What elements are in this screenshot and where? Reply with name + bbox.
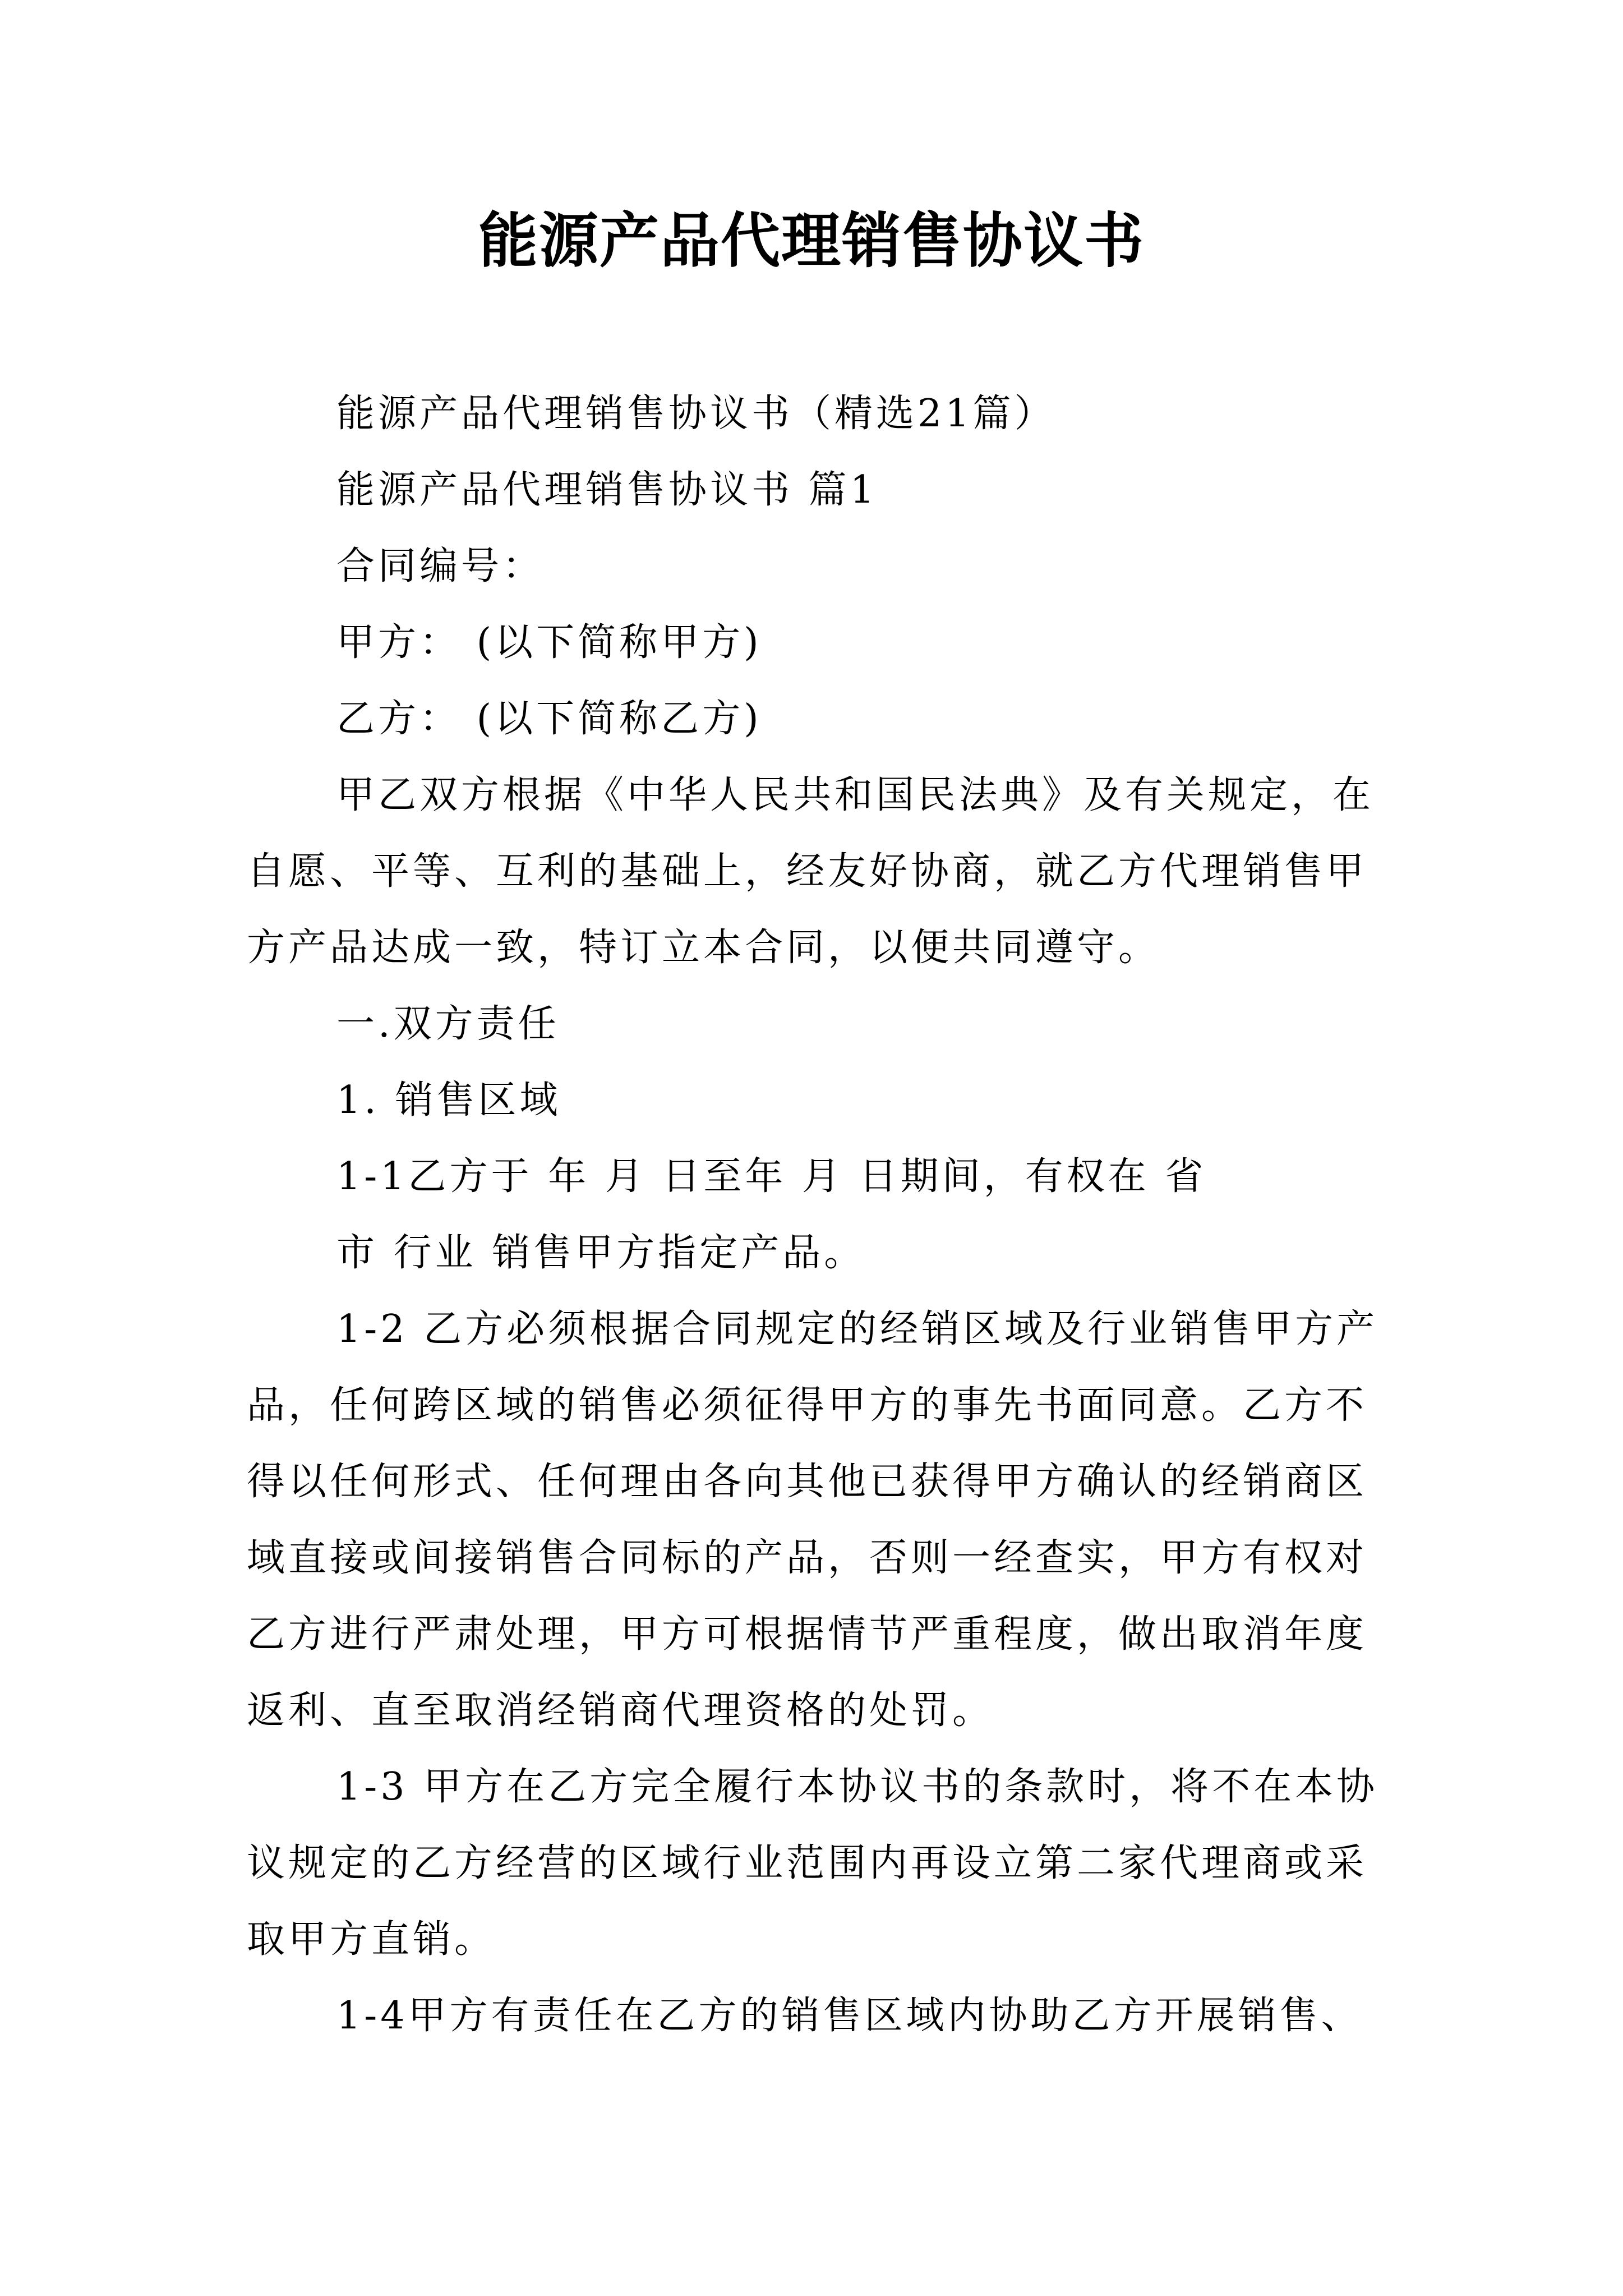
paragraph-clause-1-4: 1-4甲方有责任在乙方的销售区域内协助乙方开展销售、	[336, 1994, 1363, 2038]
document-title: 能源产品代理销售协议书	[478, 206, 1145, 275]
paragraph-subsection-heading: 1. 销售区域	[336, 1078, 561, 1122]
paragraph-party-b: 乙方： (以下简称乙方)	[336, 697, 762, 741]
paragraph-preamble: 甲乙双方根据《中华人民共和国民法典》及有关规定，在自愿、平等、互利的基础上，经友好协商，就乙方代理销售甲方产品达成一致，特订立本合同，以便共同遵守。	[247, 773, 1375, 970]
document-body	[247, 376, 1391, 2054]
paragraph-clause-1-3: 1-3 甲方在乙方完全履行本协议书的条款时，将不在本协议规定的乙方经营的区域行业范围内再设立第二家代理商或采取甲方直销。	[247, 1765, 1378, 1962]
paragraph-section-heading: 一.双方责任	[336, 1002, 560, 1046]
paragraph-collection-title: 能源产品代理销售协议书（精选21篇）	[336, 392, 1056, 436]
paragraph-clause-1-1-line-1: 1-1乙方于 年 月 日至年 月 日期间，有权在 省	[336, 1154, 1207, 1199]
paragraph-clause-1-2: 1-2 乙方必须根据合同规定的经销区域及行业销售甲方产品，任何跨区域的销售必须征得甲方的事先书面同意。乙方不得以任何形式、任何理由各向其他已获得甲方确认的经销商区域直接或间接销售合同标的产品，否则一经查实，甲方有权对乙方进行严肃处理，甲方可根据情节严重程度，做出取消年度返利、直至取消经销商代理资格的处罚。	[247, 1307, 1378, 1733]
paragraph-clause-1-1-line-2: 市 行业 销售甲方指定产品。	[336, 1231, 866, 1275]
paragraph-contract-number: 合同编号：	[336, 544, 545, 588]
paragraph-chapter-heading: 能源产品代理销售协议书 篇1	[336, 468, 878, 512]
paragraph-party-a: 甲方： (以下简称甲方)	[336, 620, 762, 665]
